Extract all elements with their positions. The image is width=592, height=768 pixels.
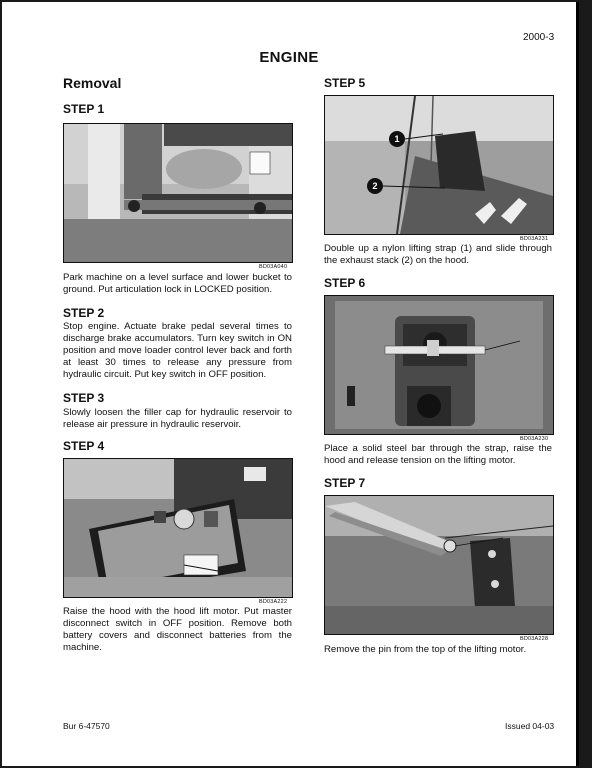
- step-7-heading: STEP 7: [324, 476, 366, 490]
- step-2-heading: STEP 2: [63, 306, 105, 320]
- step-1-heading: STEP 1: [63, 102, 105, 116]
- step-4-figure-code: BD03A222: [259, 599, 288, 605]
- step-6-text: Place a solid steel bar through the strap, raise the hood and release tension on the lifting motor.: [324, 443, 552, 466]
- callout-1: 1: [394, 134, 400, 144]
- footer-issue-date: Issued 04-03: [505, 721, 555, 731]
- step-1-text: Park machine on a level surface and lower bucket to ground. Put articulation lock in LOCKED position.: [63, 272, 292, 295]
- step-1-photo: [63, 123, 293, 263]
- step-2-text: Stop engine. Actuate brake pedal several times to discharge brake accumulators. Turn key switch in ON position and move loader control lever back and forth at least 30 times to release any pressure from hydraulic circuit. Put key switch in OFF position.: [63, 321, 292, 380]
- step-7-text: Remove the pin from the top of the lifting motor.: [324, 644, 527, 655]
- step-3-text: Slowly loosen the filler cap for hydraulic reservoir to release air pressure in hydraulic reservoir.: [63, 407, 292, 430]
- step-6-photo: [324, 295, 554, 435]
- step-5-text: Double up a nylon lifting strap (1) and slide through the exhaust stack (2) on the hood.: [324, 243, 552, 266]
- footer-doc-number: Bur 6-47570: [63, 721, 110, 731]
- step-3-heading: STEP 3: [63, 391, 105, 405]
- step-5-heading: STEP 5: [324, 76, 366, 90]
- page-title: ENGINE: [259, 49, 319, 66]
- step-7-photo: [324, 495, 554, 635]
- step-4-heading: STEP 4: [63, 439, 105, 453]
- step-6-heading: STEP 6: [324, 276, 366, 290]
- step-6-figure-code: BD03A230: [520, 436, 549, 442]
- manual-page: [2, 2, 579, 766]
- step-5-photo: [324, 95, 554, 235]
- step-7-figure-code: BD03A228: [520, 636, 549, 642]
- section-heading: Removal: [63, 75, 122, 91]
- step-1-figure-code: BD03A040: [259, 264, 288, 270]
- page-number: 2000-3: [523, 32, 555, 43]
- callout-2: 2: [372, 181, 378, 191]
- step-4-photo: [63, 458, 293, 598]
- step-4-text: Raise the hood with the hood lift motor. Put master disconnect switch in OFF position. Remove both battery covers and disconnect batteries from the machine.: [63, 606, 292, 653]
- step-5-figure-code: BD03A231: [520, 236, 549, 242]
